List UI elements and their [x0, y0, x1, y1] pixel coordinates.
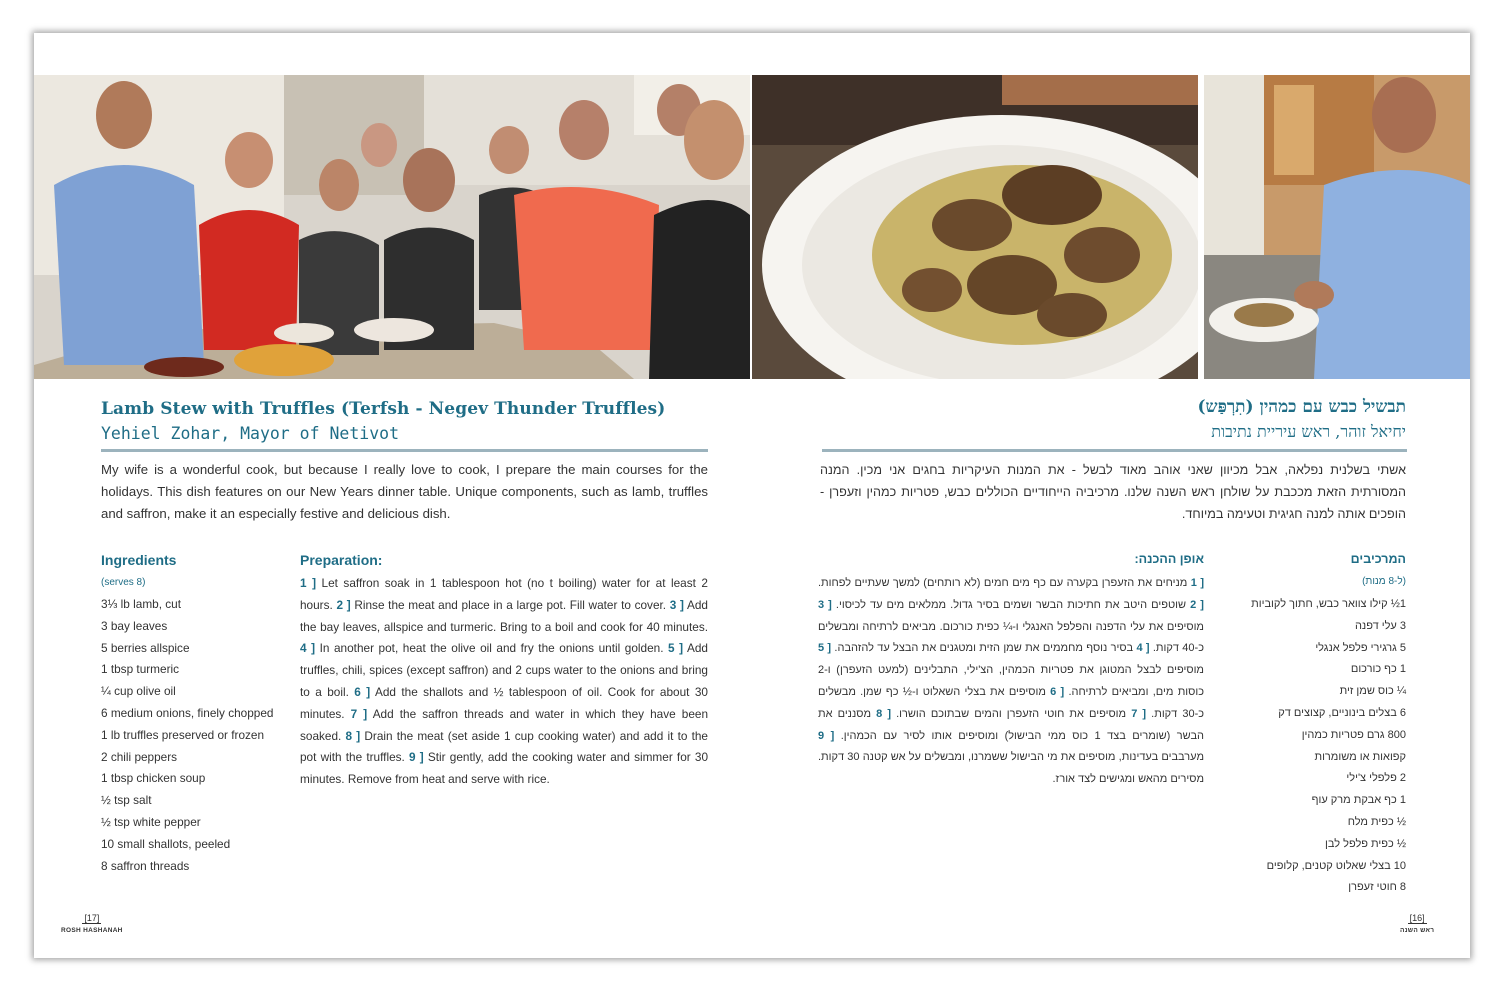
ingredient-item: 1 כף אבקת מרק עוף	[1311, 794, 1406, 807]
step-text: Add the shallots and ½ tablespoon of oil. Cook for about 30 minutes.	[300, 684, 708, 721]
step-text: מוסיפים את חוטי הזעפרן והמים שבתוכם הושרו.	[896, 707, 1127, 720]
ingredient-item: 6 בצלים בינוניים, קצוצים דק	[1278, 706, 1406, 719]
recipe-title-hebrew: תבשיל כבש עם כמהין (תִרְפַּש)	[1197, 397, 1406, 417]
ingredients-heading-hebrew: המרכיבים	[1350, 552, 1406, 566]
step-number: [ 8	[876, 707, 891, 720]
preparation-heading-hebrew: אופן ההכנה:	[1134, 552, 1204, 566]
step-text: Stir gently, add the cooking water and simmer for 30 minutes. Remove from heat and serve with rice.	[300, 750, 709, 787]
ingredient-item: 10 small shallots, peeled	[101, 836, 231, 851]
preparation-heading-english: Preparation:	[300, 552, 383, 568]
ingredient-item: 8 חוטי זעפרן	[1348, 881, 1406, 894]
step-number: 7 ]	[350, 706, 368, 721]
group-cooking-illustration	[34, 75, 750, 379]
ingredient-item: 2 chili peppers	[101, 749, 178, 764]
ingredients-list-hebrew	[1251, 594, 1406, 899]
magazine-spread	[34, 33, 1470, 958]
step-number: 1 ]	[300, 576, 316, 590]
page-number: [16]	[1409, 913, 1425, 923]
section-name: ROSH HASHANAH	[61, 927, 123, 934]
title-rule-english	[101, 449, 708, 452]
ingredient-item: קפואות או משומרות	[1314, 750, 1406, 763]
step-number: [ 1	[1190, 577, 1204, 589]
intro-paragraph-english: My wife is a wonderful cook, but because I really love to cook, I prepare the main courses for the holidays. This dish features on our New Years dinner table. Unique components, such as lamb, truffles and saffron, make it an especially festive and delicious dish.	[101, 462, 708, 521]
ingredient-item: 1 כף כורכום	[1350, 663, 1406, 676]
step-number: [ 2	[1190, 598, 1204, 611]
ingredient-item: 3⅓ lb lamb, cut	[101, 597, 181, 611]
step-number: [ 6	[1050, 685, 1065, 698]
step-text: מניחים את הזעפרן בקערה עם כף מים חמים (לא רותחים) למשך שעתיים לפחות.	[818, 577, 1188, 589]
page-folio-left	[61, 913, 123, 936]
title-rule-hebrew	[822, 449, 1407, 452]
recipe-author-hebrew: יחיאל זוהר, ראש עיריית נתיבות	[1211, 422, 1406, 441]
ingredient-item: 1 tbsp turmeric	[101, 662, 180, 677]
step-number: 4 ]	[300, 641, 316, 656]
mayor-plating-photo	[1204, 75, 1470, 379]
preparation-text-hebrew	[818, 573, 1204, 791]
step-number: [ 3	[818, 598, 832, 611]
step-number: [ 5	[818, 642, 832, 655]
step-text: In another pot, heat the olive oil and fry the onions until golden.	[319, 641, 664, 656]
step-number: 9 ]	[409, 750, 424, 765]
step-text: שוטפים היטב את חתיכות הבשר ושמים בסיר גדול. ממלאים מים עד לכיסוי.	[835, 598, 1187, 611]
step-number: 5 ]	[668, 641, 684, 656]
ingredient-item: ½ כפית מלח	[1347, 815, 1406, 828]
step-text: Rinse the meat and place in a large pot. Fill water to cover.	[354, 597, 667, 612]
ingredient-item: 1½ קילו צוואר כבש, חתוך לקוביות	[1251, 598, 1406, 610]
step-text: Add the saffron threads and water in which they have been soaked.	[300, 706, 709, 743]
ingredients-heading-english: Ingredients	[101, 552, 177, 568]
ingredient-item: 6 medium onions, finely chopped	[101, 705, 274, 720]
step-text: מוסיפים את עלי הדפנה והפלפל האנגלי ו-¼ כפית כורכום. מביאים לרתיחה ומבשלים כ-40 דקות.	[818, 620, 1204, 655]
ingredient-item: ½ tsp salt	[101, 793, 152, 808]
intro-paragraph-hebrew: אשתי בשלנית נפלאה, אבל מכיוון שאני אוהב מאוד לבשל - את המנות העיקריות בחגים אני מכין. המנה המסורתית הזאת מככבת על שולחן ראש השנה שלנו. מרכיביה הייחודיים הכוללים כבש, פטריות כמהין וזעפרן - הופכים אותה למנה חגיגית וטעימה במיוחד.	[820, 463, 1406, 521]
step-number: 2 ]	[336, 597, 351, 612]
lamb-stew-illustration	[752, 75, 1198, 379]
ingredient-item: 3 bay leaves	[101, 618, 168, 633]
mayor-plating-illustration	[1204, 75, 1470, 379]
ingredient-item: 800 גרם פטריות כמהין	[1301, 728, 1406, 741]
group-cooking-photo	[34, 75, 750, 379]
step-number: 6 ]	[354, 684, 371, 699]
ingredient-item: 5 גרגירי פלפל אנגלי	[1315, 641, 1406, 654]
step-text: מסננים את הבשר (שומרים בצד 1 כוס ממי הבישול) ומוסיפים אותו לסיר עם הכמהין.	[818, 707, 1204, 742]
ingredient-item: 1 tbsp chicken soup	[101, 771, 206, 786]
step-number: [ 7	[1131, 707, 1147, 720]
step-number: [ 9	[818, 729, 835, 742]
step-text: Add truffles, chili, spices (except saffron) and 2 cups water to the onions and bring to a boil.	[300, 641, 708, 699]
ingredient-item: 10 בצלי שאלוט קטנים, קלופים	[1266, 859, 1406, 872]
ingredient-item: 8 saffron threads	[101, 858, 190, 873]
step-text: Add the bay leaves, allspice and turmeric. Bring to a boil and cook for 40 minutes.	[300, 597, 708, 634]
step-text: Let saffron soak in 1 tablespoon hot (no t boiling) water for at least 2 hours.	[300, 576, 708, 612]
ingredient-item: 3 עלי דפנה	[1354, 619, 1406, 632]
step-text: Drain the meat (set aside 1 cup cooking water) and add it to the pot with the truffles.	[300, 728, 708, 765]
step-text: מוסיפים את בצלי השאלוט ו-½ כף שמן. מבשלים כ-30 דקות.	[818, 685, 1205, 720]
page-folio-right	[1400, 913, 1434, 936]
step-number: 8 ]	[345, 728, 361, 743]
ingredient-item: 2 פלפלי צ'ילי	[1346, 772, 1406, 785]
serves-note-hebrew: (ל-8 מנות)	[1362, 576, 1406, 587]
page-number: [17]	[84, 913, 100, 923]
section-name: ראש השנה	[1400, 927, 1435, 934]
ingredient-item: ¼ cup olive oil	[101, 684, 176, 699]
step-number: [ 4	[1136, 642, 1150, 655]
ingredient-item: ¼ כוס שמן זית	[1339, 685, 1406, 698]
step-text: מערבבים בעדינות, מוסיפים את מי הבישול ששמרנו, ומבשלים על אש קטנה 30 דקות. מסירים מהאש ומגישים לצד אורז.	[818, 751, 1205, 786]
serves-note-english: (serves 8)	[101, 577, 146, 588]
step-text: מוסיפים לבצל המטוגן את פטריות הכמהין, הצ'ילי, התבלינים (למעט הזעפרן) ו-2 כוסות מים, ומביאים לרתיחה.	[818, 664, 1204, 698]
ingredient-item: 5 berries allspice	[101, 640, 190, 655]
ingredient-item: 1 lb truffles preserved or frozen	[101, 727, 265, 742]
recipe-author-english: Yehiel Zohar, Mayor of Netivot	[101, 424, 400, 443]
ingredient-item: ½ כפית פלפל לבן	[1325, 837, 1406, 850]
step-number: 3 ]	[669, 597, 684, 612]
recipe-title-english: Lamb Stew with Truffles (Terfsh - Negev Thunder Truffles)	[101, 399, 666, 419]
ingredient-item: ½ tsp white pepper	[101, 814, 201, 829]
ingredients-list-english	[101, 594, 273, 877]
step-text: בסיר נוסף מחממים את שמן הזית ומטגנים את הבצל עד להזהבה.	[834, 642, 1134, 655]
preparation-text-english	[300, 573, 708, 791]
lamb-stew-plate-photo	[752, 75, 1198, 379]
